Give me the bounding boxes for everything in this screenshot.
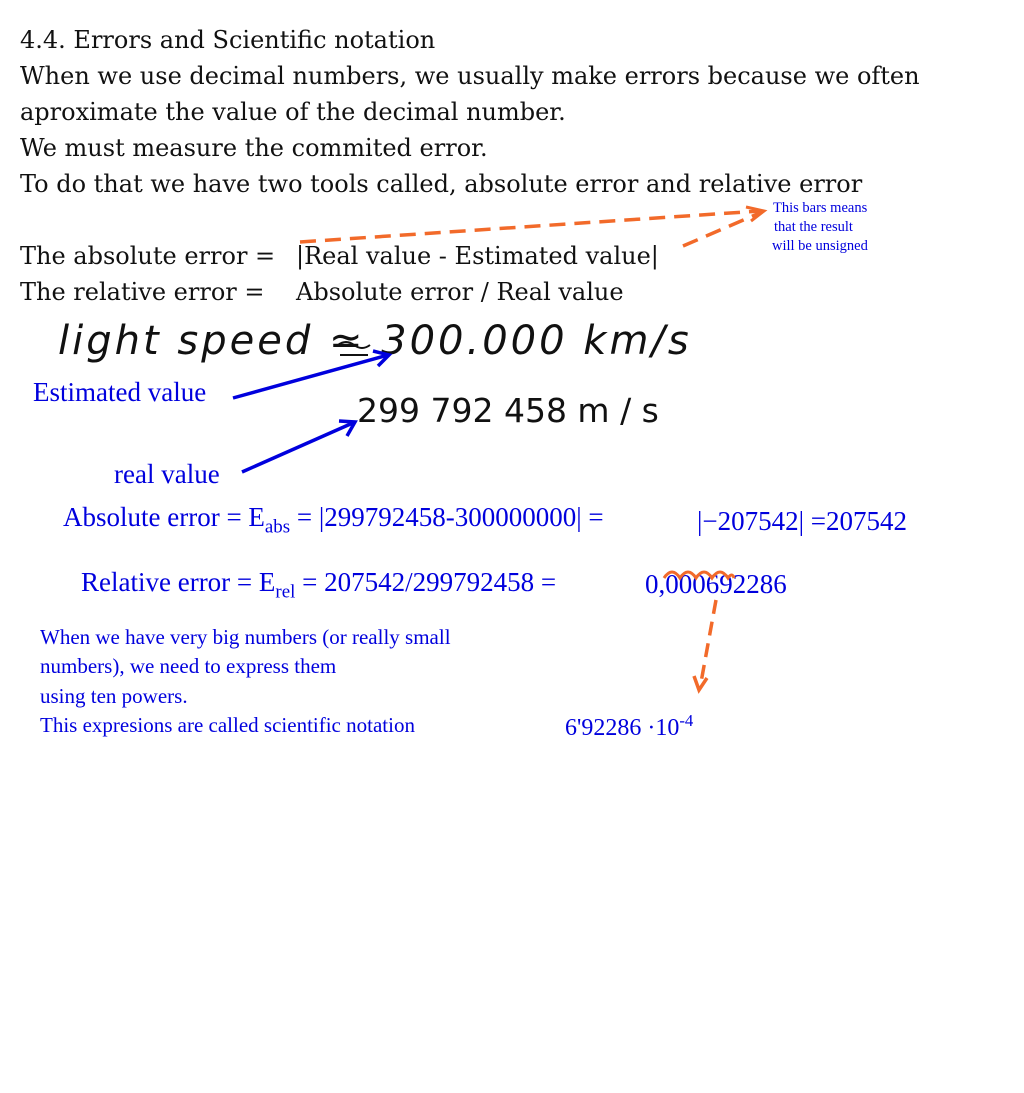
sci-text-line-1: When we have very big numbers (or really small (40, 625, 451, 649)
orange-dashed-arrow-to-result (694, 600, 716, 690)
absolute-error-result: |−207542| =207542 (697, 506, 908, 536)
handwritten-marks (338, 342, 370, 355)
bars-annotation-line-2: that the result (774, 219, 853, 235)
intro-line-3: We must measure the commited error. (20, 134, 488, 162)
dashed-line-left-bar (300, 211, 760, 242)
page-heading: 4.4. Errors and Scientific notation (20, 26, 436, 54)
dashed-line-down (700, 600, 716, 688)
blue-arrow-real (242, 421, 355, 472)
sci-text-line-4: This expresions are called scientific notation (40, 713, 415, 737)
sci-text-line-2: numbers), we need to express them (40, 654, 337, 678)
sci-mantissa: 6'92286 ·10 (565, 715, 680, 741)
bars-annotation-line-3: will be unsigned (772, 238, 868, 254)
orange-digit-loops (664, 572, 734, 578)
absolute-error-formula: |Real value - Estimated value| (296, 242, 659, 270)
dashed-line-right-bar (683, 212, 762, 246)
real-value-number: 299 792 458 m / s (357, 391, 659, 430)
abs-calc-middle: = |299792458-300000000| = (290, 502, 604, 532)
handwritten-light-speed: light speed ≃ 300.000 km/s (58, 318, 692, 364)
intro-line-1: When we use decimal numbers, we usually make errors because we often (20, 62, 920, 90)
arrow-shaft-estimated (233, 355, 388, 398)
sci-text-line-3: using ten powers. (40, 684, 188, 708)
absolute-error-label: The absolute error = (20, 242, 276, 270)
intro-line-2: aproximate the value of the decimal number. (20, 98, 566, 126)
relative-error-result: 0,000692286 (645, 569, 787, 599)
real-value-label: real value (114, 459, 220, 489)
intro-line-4: To do that we have two tools called, absolute error and relative error (20, 170, 863, 198)
estimated-value-label: Estimated value (33, 377, 207, 407)
bars-annotation-line-1: This bars means (773, 200, 868, 216)
abs-subscript: abs (264, 516, 291, 538)
relative-error-label: The relative error = (20, 278, 265, 306)
rel-subscript: rel (275, 581, 296, 603)
sci-exponent: -4 (679, 711, 694, 730)
blue-arrow-estimated (233, 351, 389, 398)
orange-dashed-arrow-to-note (300, 211, 762, 246)
rel-calc-prefix: Relative error = E (81, 567, 276, 597)
approx-tilde-1 (338, 342, 370, 348)
rel-calc-middle: = 207542/299792458 = (295, 567, 557, 597)
arrow-shaft-real (242, 422, 355, 472)
relative-error-formula: Absolute error / Real value (296, 278, 624, 306)
abs-calc-prefix: Absolute error = E (63, 502, 265, 532)
